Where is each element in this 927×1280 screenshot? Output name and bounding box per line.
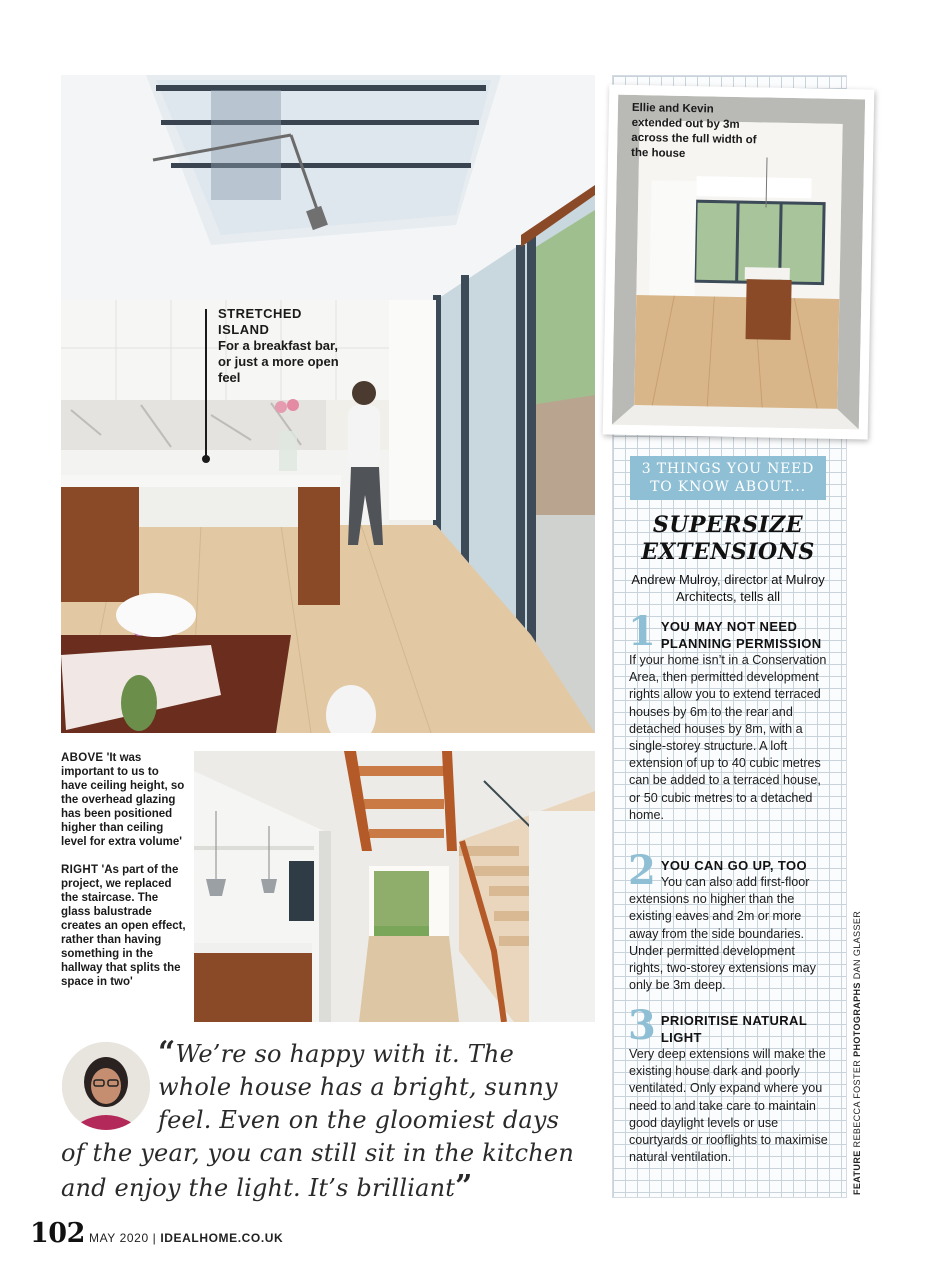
credit-photo-name: DAN GLASSER bbox=[852, 910, 862, 980]
photo-captions bbox=[61, 751, 186, 1003]
island-callout-dot bbox=[202, 455, 210, 463]
island-caption bbox=[218, 306, 348, 386]
tip-1-body: If your home isn’t in a Conservation Area, then permitted development rights allow you to extend terraced houses by 6m to the rear and detached houses by 8m, with a single-storey structure. A loft extension of up to 40 cubic metres can be added to a terraced house, or 50 cubic metres to a detached home. bbox=[629, 653, 827, 822]
tip-2-number: 2 bbox=[628, 847, 656, 894]
footer-separator: | bbox=[152, 1231, 157, 1245]
island-caption-body: For a breakfast bar, or just a more open feel bbox=[218, 338, 339, 385]
tip-2-heading: YOU CAN GO UP, TOO bbox=[660, 858, 807, 873]
kicker-line-2: TO KNOW ABOUT... bbox=[650, 479, 806, 495]
sidebar-standfirst: Andrew Mulroy, director at Mulroy Architects, tells all bbox=[631, 572, 825, 604]
kitchen-photo bbox=[61, 75, 595, 733]
extension-photo-frame bbox=[603, 84, 875, 439]
headline-line-2: EXTENSIONS bbox=[641, 539, 815, 565]
open-quote-mark: “ bbox=[158, 1035, 176, 1070]
staircase-photo bbox=[194, 751, 595, 1022]
island-caption-title: STRETCHED ISLAND bbox=[218, 306, 302, 337]
footer-folio bbox=[89, 1231, 283, 1245]
footer-site: IDEALHOME.CO.UK bbox=[160, 1231, 284, 1245]
tip-3 bbox=[628, 1002, 831, 1166]
kicker-line-1: 3 THINGS YOU NEED bbox=[641, 461, 815, 477]
right-caption-text: 'As part of the project, we replaced the staircase. The glass balustrade creates an open effect, rather than having something in the hallway that splits the space in two' bbox=[61, 864, 186, 988]
tip-1-heading: YOU MAY NOT NEED PLANNING PERMISSION bbox=[660, 619, 822, 651]
tip-3-number: 3 bbox=[628, 1002, 656, 1049]
right-caption-label: RIGHT bbox=[61, 864, 99, 876]
kitchen-photo-illustration bbox=[61, 75, 595, 733]
credit-feature-name: REBECCA FOSTER bbox=[852, 1059, 862, 1148]
page-number: 102 bbox=[30, 1218, 85, 1249]
pull-quote-line-2: whole house has a bright, sunny bbox=[158, 1073, 558, 1101]
tip-3-body: Very deep extensions will make the existing house dark and poorly ventilated. Only expand where you need to and take care to maintain good daylight levels or use courtyards or rooflights to maximise natural ventilation. bbox=[629, 1047, 828, 1165]
sidebar-kicker bbox=[630, 456, 826, 500]
pull-quote-line-5: and enjoy the light. It’s brilliant” bbox=[61, 1169, 473, 1204]
right-caption bbox=[61, 863, 186, 989]
tip-1-number: 1 bbox=[628, 608, 656, 655]
sidebar-headline bbox=[618, 512, 838, 566]
credit-photo-label: PHOTOGRAPHS bbox=[852, 982, 862, 1057]
tip-2-body: You can also add first-floor extensions no higher than the existing eaves and 2m or more away from the side boundaries. Under permitted development rights, two-storey extensions may only be 3m deep. bbox=[629, 875, 816, 993]
pull-quote-line-4: of the year, you can still sit in the kitchen bbox=[61, 1139, 574, 1167]
extension-photo-caption: Ellie and Kevin extended out by 3m across the full width of the house bbox=[630, 101, 757, 160]
headline-line-1: SUPERSIZE bbox=[652, 512, 804, 538]
footer-issue: MAY 2020 bbox=[89, 1231, 149, 1245]
pull-quote-line-3: feel. Even on the gloomiest days bbox=[158, 1106, 560, 1134]
above-caption-label: ABOVE bbox=[61, 752, 104, 764]
tip-1 bbox=[628, 608, 831, 824]
pull-quote-line-1: “We’re so happy with it. The bbox=[158, 1035, 514, 1070]
credit-feature-label: FEATURE bbox=[852, 1150, 862, 1195]
photo-credit bbox=[852, 911, 862, 1195]
island-callout-line bbox=[205, 309, 207, 459]
above-caption-text: 'It was important to us to have ceiling height, so the overhead glazing has been positioned higher than ceiling level for extra volume' bbox=[61, 752, 185, 848]
close-quote-mark: ” bbox=[455, 1169, 473, 1204]
staircase-photo-illustration bbox=[194, 751, 595, 1022]
above-caption bbox=[61, 751, 186, 849]
pull-quote bbox=[61, 1036, 581, 1205]
tip-2 bbox=[628, 847, 831, 994]
tip-3-heading: PRIORITISE NATURAL LIGHT bbox=[660, 1013, 807, 1045]
